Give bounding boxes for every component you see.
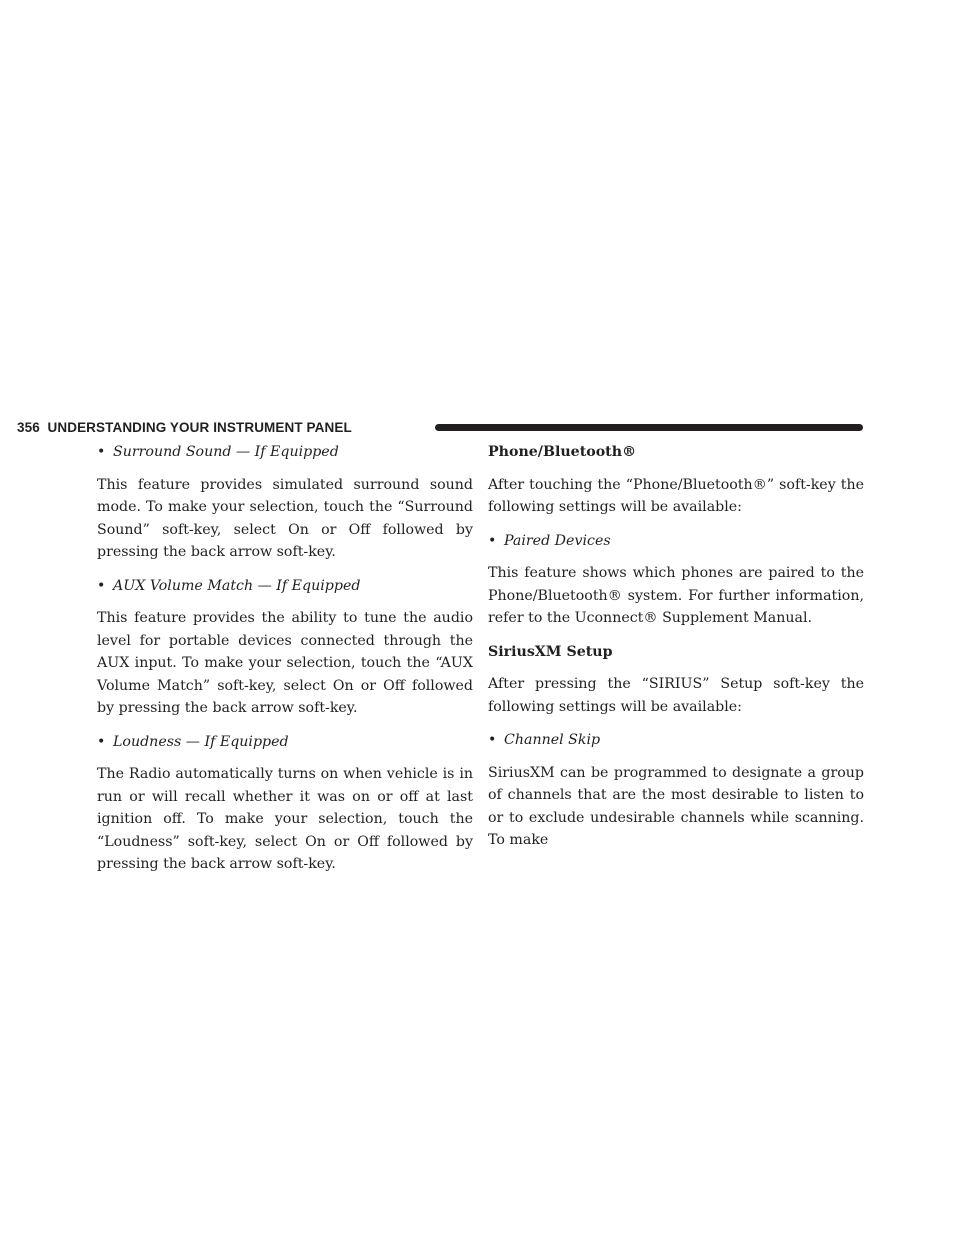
bullet-label: Channel Skip [504,732,601,748]
section-title: UNDERSTANDING YOUR INSTRUMENT PANEL [47,420,352,435]
bullet-dot-icon: • [97,733,106,750]
bullet-dot-icon: • [97,444,106,460]
bullet-surround-sound [97,441,473,464]
bullet-paired-devices [488,530,864,553]
bullet-label: Surround Sound — If Equipped [113,444,339,460]
header-rule [435,424,863,431]
heading-phone-bluetooth: Phone/Bluetooth® [488,444,637,460]
right-column [488,441,864,863]
loudness-text: The Radio automatically turns on when vehicle is in run or will recall whether it was on or off at last ignition off. To make your selection, touch the “Loudness” soft-key, select On or Off followed by pressing the back arrow soft-key. [97,766,473,872]
surround-sound-text: This feature provides simulated surround sound mode. To make your selection, touch the “Surround Sound” soft-key, select On or Off followed by pressing the back arrow soft-key. [97,476,473,560]
channel-skip-text: SiriusXM can be programmed to designate a group of channels that are the most desirable to listen to or to exclude undesirable channels while scanning. To make [488,764,864,848]
bullet-dot-icon: • [488,732,497,748]
bullet-aux-volume-match [97,575,473,598]
bullet-dot-icon: • [488,532,497,549]
aux-volume-match-text: This feature provides the ability to tune the audio level for portable devices connected through the AUX input. To make your selection, touch the “AUX Volume Match” soft-key, select On or Off followed by pressing the back arrow soft-key. [97,610,473,716]
heading-siriusxm-setup: SiriusXM Setup [488,643,613,660]
bullet-label: AUX Volume Match — If Equipped [113,577,361,594]
page-number: 356 [17,420,40,435]
bullet-loudness [97,731,473,754]
siriusxm-setup-intro: After pressing the “SIRIUS” Setup soft-key the following settings will be available: [488,676,864,715]
bullet-channel-skip [488,729,864,752]
bullet-label: Loudness — If Equipped [113,733,289,750]
paired-devices-text: This feature shows which phones are paired to the Phone/Bluetooth® system. For further information, refer to the Uconnect® Supplement Manual. [488,565,864,626]
bullet-dot-icon: • [97,577,106,594]
running-head [17,418,352,438]
phone-bluetooth-intro: After touching the “Phone/Bluetooth®” soft-key the following settings will be available: [488,476,864,515]
left-column [97,441,473,887]
bullet-label: Paired Devices [504,532,611,549]
page-header [17,418,863,438]
